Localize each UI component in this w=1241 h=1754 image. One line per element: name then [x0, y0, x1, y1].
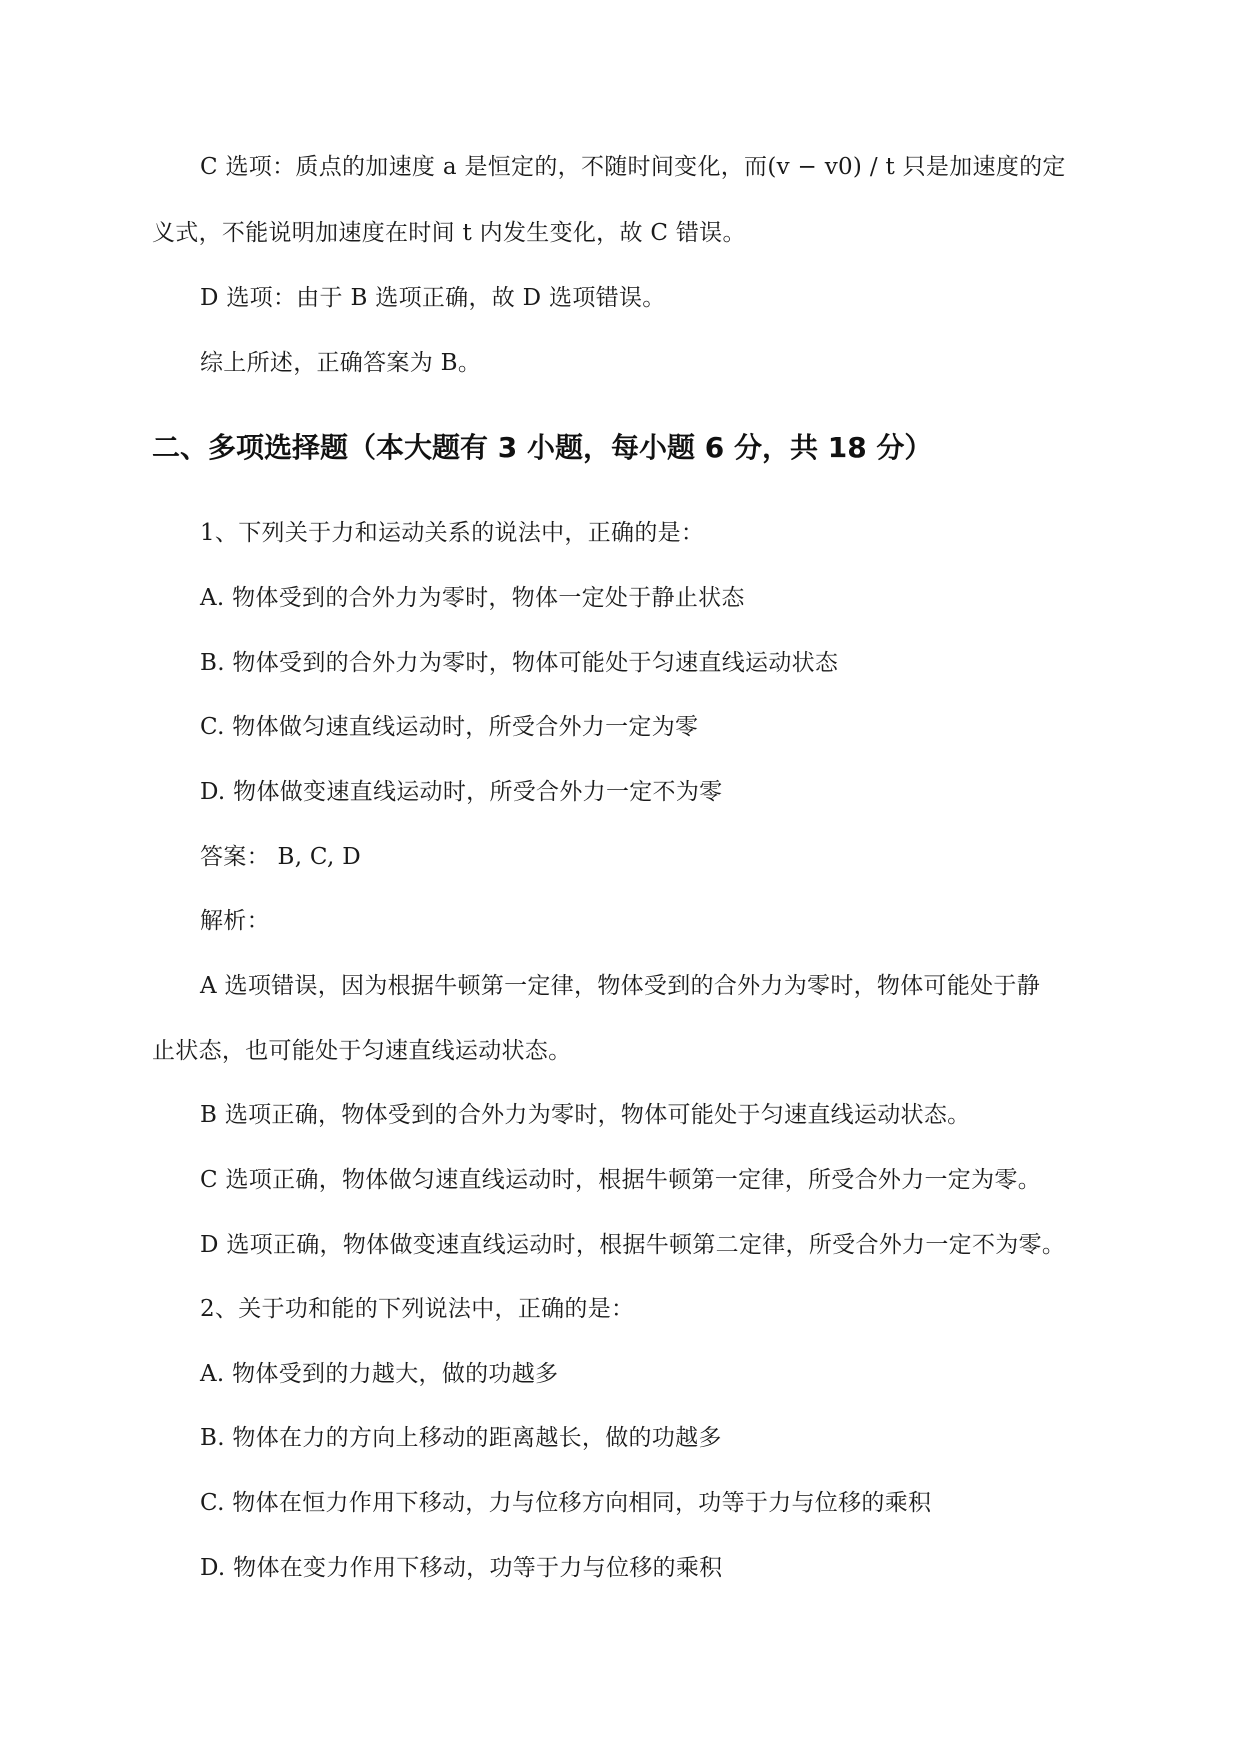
q1-answer: 答案： B, C, D	[200, 844, 361, 870]
q1-analysis-c: C 选项正确，物体做匀速直线运动时，根据牛顿第一定律，所受合外力一定为零。	[200, 1167, 1042, 1193]
q1-analysis-a-line1: A 选项错误，因为根据牛顿第一定律，物体受到的合外力为零时，物体可能处于静	[200, 973, 1041, 999]
q1-option-c: C. 物体做匀速直线运动时，所受合外力一定为零	[200, 714, 699, 740]
q1-analysis-d: D 选项正确，物体做变速直线运动时，根据牛顿第二定律，所受合外力一定不为零。	[200, 1232, 1066, 1258]
q2-option-c: C. 物体在恒力作用下移动，力与位移方向相同，功等于力与位移的乘积	[200, 1490, 932, 1516]
section-heading: 二、多项选择题（本大题有 3 小题，每小题 6 分，共 18 分）	[152, 431, 933, 464]
q1-analysis-b: B 选项正确，物体受到的合外力为零时，物体可能处于匀速直线运动状态。	[200, 1102, 971, 1128]
q2-stem: 2、关于功和能的下列说法中，正确的是：	[200, 1296, 635, 1322]
q1-option-d: D. 物体做变速直线运动时，所受合外力一定不为零	[200, 779, 723, 805]
prev-answer-c-line1: C 选项：质点的加速度 a 是恒定的，不随时间变化，而(v − v0) / t 只是加速度的定	[200, 154, 1066, 180]
prev-answer-summary: 综上所述，正确答案为 B。	[200, 350, 482, 376]
prev-answer-c-line2: 义式，不能说明加速度在时间 t 内发生变化，故 C 错误。	[152, 220, 746, 246]
q1-option-b: B. 物体受到的合外力为零时，物体可能处于匀速直线运动状态	[200, 650, 839, 676]
q2-option-b: B. 物体在力的方向上移动的距离越长，做的功越多	[200, 1425, 722, 1451]
q1-stem: 1、下列关于力和运动关系的说法中，正确的是：	[200, 520, 705, 546]
q1-analysis-a-line2: 止状态，也可能处于匀速直线运动状态。	[152, 1038, 572, 1064]
q1-analysis-label: 解析：	[200, 908, 270, 934]
q1-option-a: A. 物体受到的合外力为零时，物体一定处于静止状态	[200, 585, 745, 611]
q2-option-d: D. 物体在变力作用下移动，功等于力与位移的乘积	[200, 1555, 723, 1581]
prev-answer-d-line: D 选项：由于 B 选项正确，故 D 选项错误。	[200, 285, 666, 311]
q2-option-a: A. 物体受到的力越大，做的功越多	[200, 1361, 559, 1387]
